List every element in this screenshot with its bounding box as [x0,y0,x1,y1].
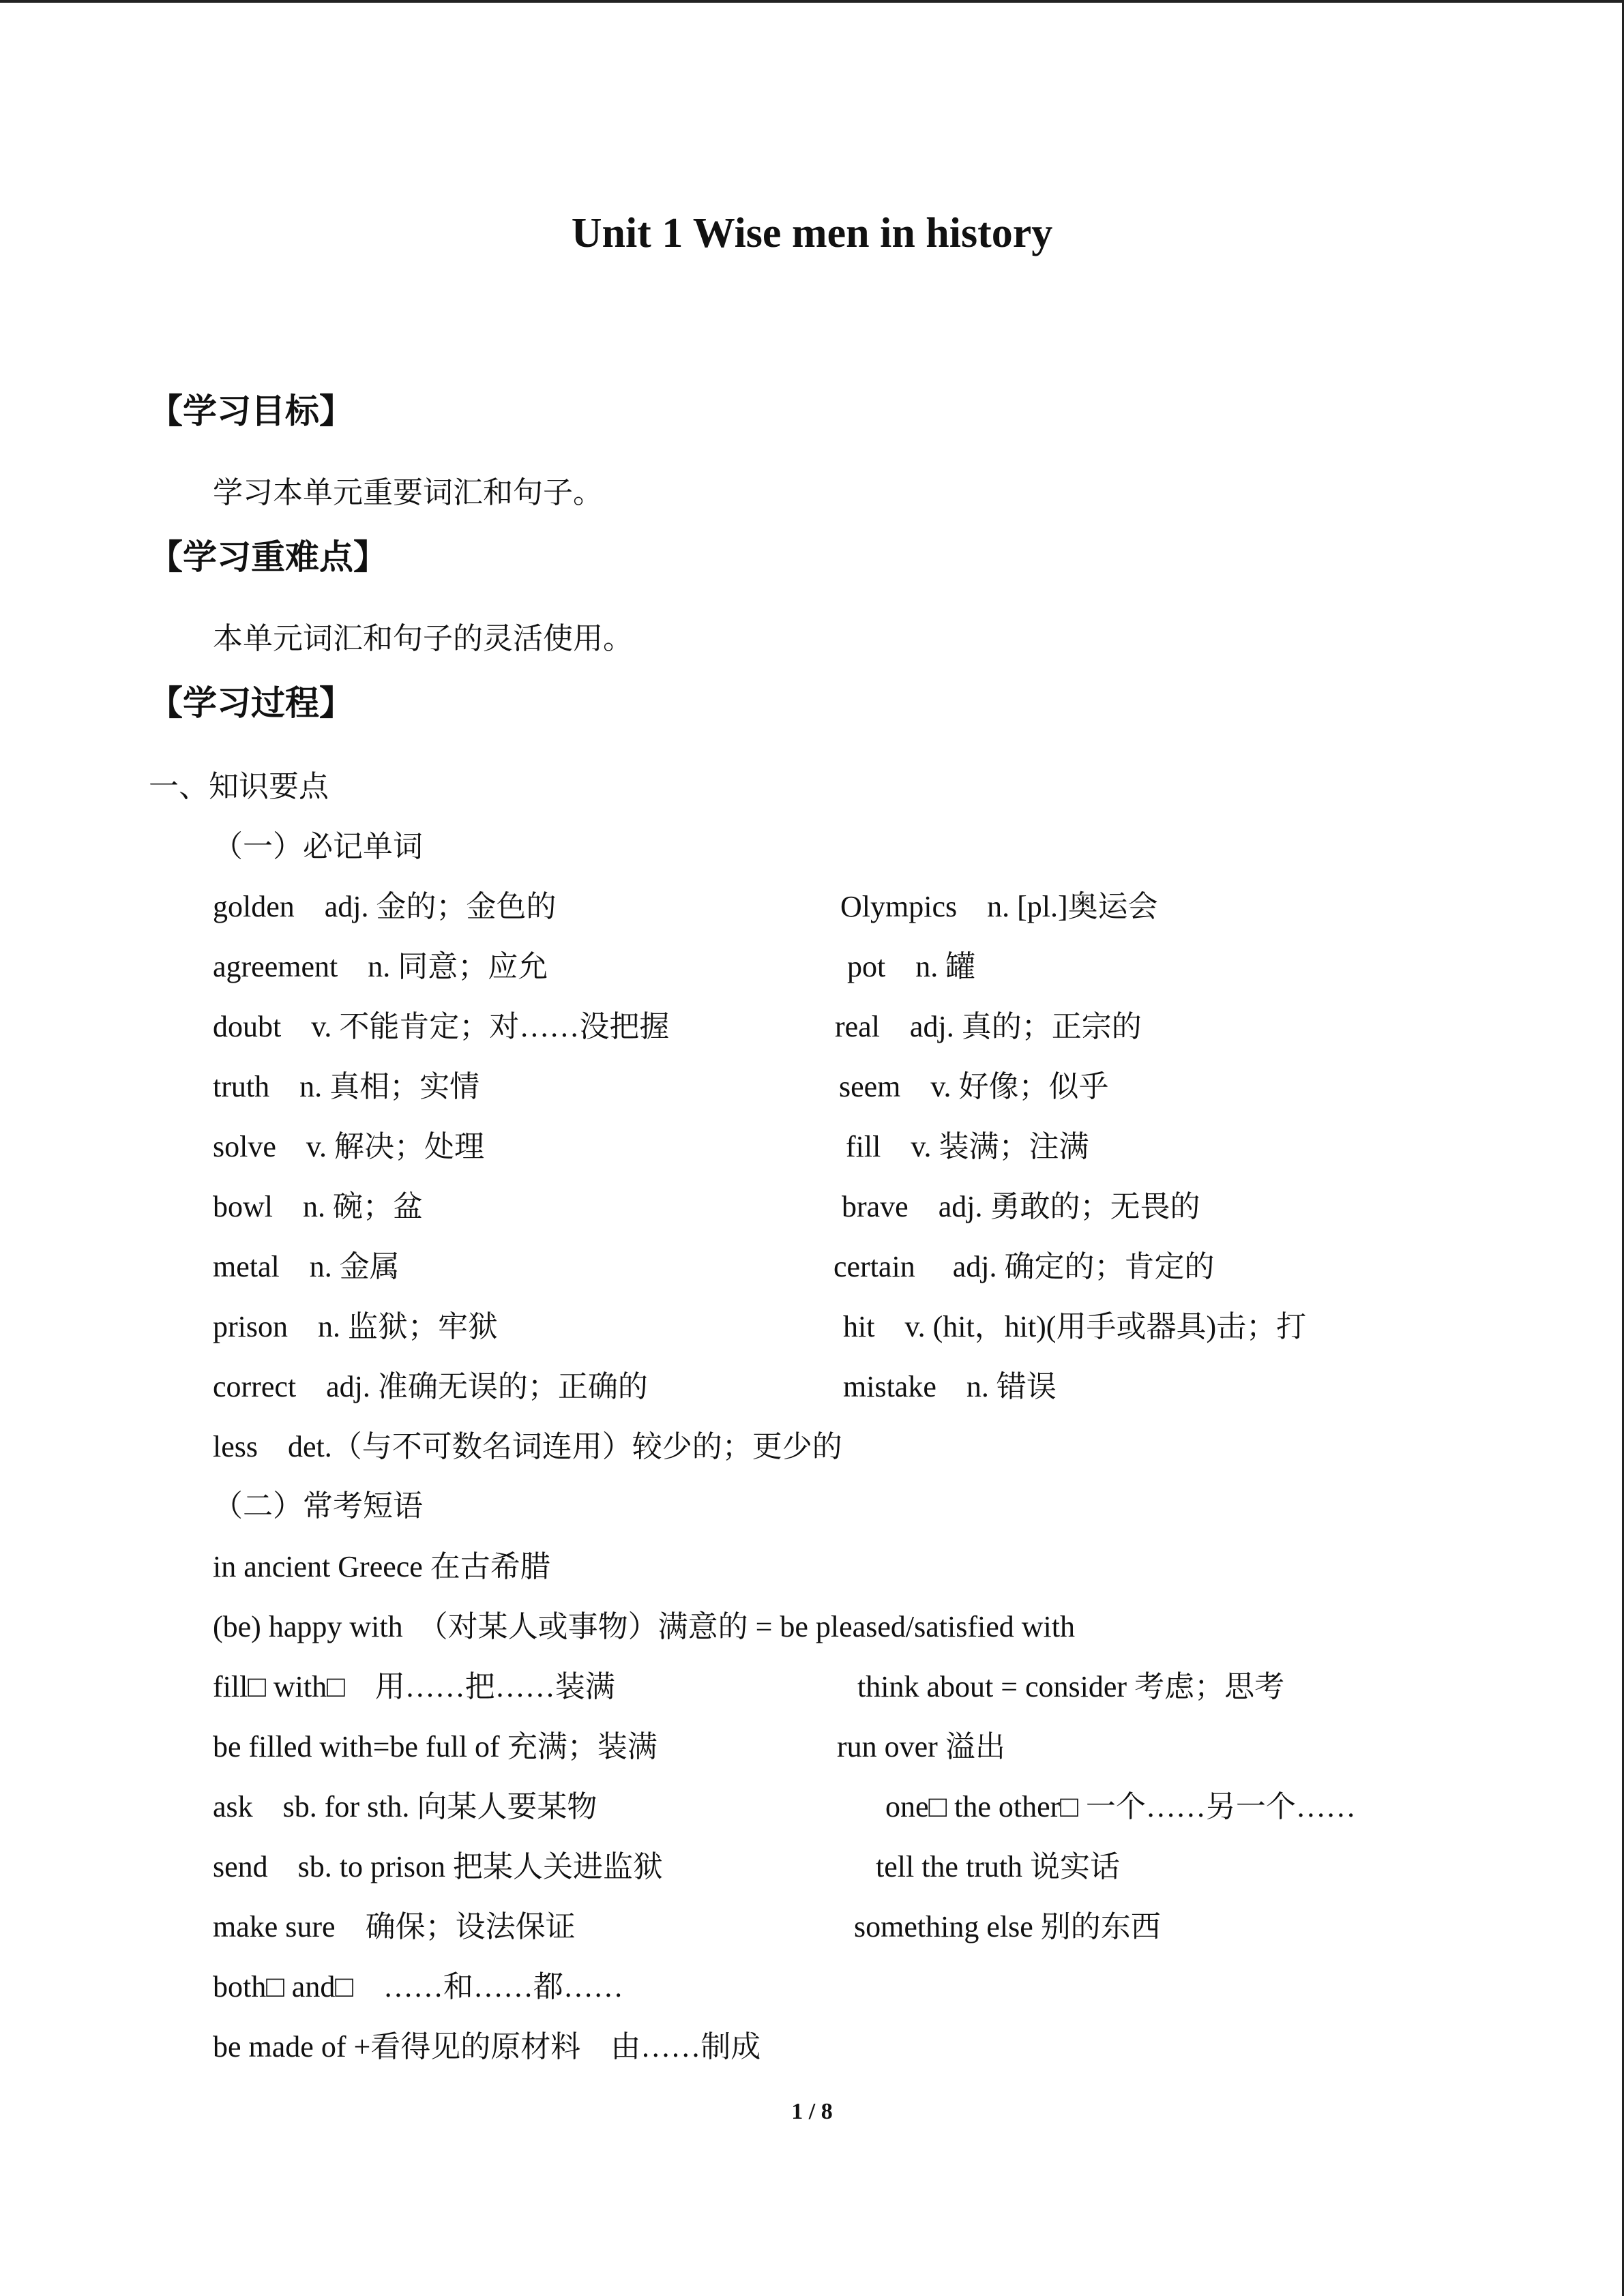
page-border-top [0,0,1624,3]
phrase-left: make sure 确保；设法保证 [213,1910,576,1943]
vocab-row [213,946,1509,987]
vocab-row [213,1007,1509,1047]
vocab-row [213,1067,1509,1107]
vocab-row [213,1307,1509,1347]
phrase-right: run over 溢出 [837,1730,1005,1763]
process-heading: 【学习过程】 [149,683,353,723]
phrase-row [213,2027,1509,2068]
vocab-left: agreement n. 同意；应允 [213,950,548,983]
vocab-right: brave adj. 勇敢的；无畏的 [842,1190,1200,1223]
phrase-left: both□ and□ ……和……都…… [213,1970,623,2003]
knowledge-heading: 一、知识要点 [149,769,329,804]
phrase-left: send sb. to prison 把某人关进监狱 [213,1850,663,1883]
vocab-row [213,1187,1509,1227]
vocab-row [213,1127,1509,1167]
focus-heading: 【学习重难点】 [149,537,387,577]
phrase-row [213,1607,1509,1648]
vocab-row [213,1367,1509,1407]
phrase-right: one□ the other□ 一个……另一个…… [885,1790,1356,1823]
page-title: Unit 1 Wise men in history [571,210,1053,256]
vocab-left: truth n. 真相；实情 [213,1070,480,1103]
vocab-right: real adj. 真的；正宗的 [835,1010,1142,1043]
vocab-heading: （一）必记单词 [213,829,423,864]
vocab-right: pot n. 罐 [847,950,976,983]
phrase-row [213,1547,1509,1587]
phrase-left: fill□ with□ 用……把……装满 [213,1670,615,1703]
vocab-right: certain adj. 确定的；肯定的 [833,1250,1215,1283]
vocab-right: seem v. 好像；似乎 [839,1070,1109,1103]
vocab-right: fill v. 装满；注满 [846,1130,1089,1163]
vocab-right: Olympics n. [pl.]奥运会 [840,890,1158,923]
phrase-row [213,1967,1509,2008]
vocab-row [213,1247,1509,1287]
phrase-row [213,1667,1509,1708]
phrase-row [213,1787,1509,1828]
phrase-left: (be) happy with （对某人或事物）满意的 = be pleased/satisfied with [213,1610,1075,1643]
page-number: 1 / 8 [791,2099,833,2124]
vocab-left: solve v. 解决；处理 [213,1130,485,1163]
phrase-left: be made of +看得见的原材料 由……制成 [213,2030,761,2063]
vocab-right: hit v. (hit，hit)(用手或器具)击；打 [843,1310,1307,1343]
vocab-left: correct adj. 准确无误的；正确的 [213,1370,648,1403]
vocab-left: metal n. 金属 [213,1250,400,1283]
vocab-left: prison n. 监狱；牢狱 [213,1310,498,1343]
phrase-row [213,1727,1509,1768]
vocab-left: golden adj. 金的；金色的 [213,890,557,923]
goal-heading: 【学习目标】 [149,391,353,431]
phrases-heading: （二）常考短语 [213,1489,423,1523]
goal-text: 学习本单元重要词汇和句子。 [213,475,603,510]
phrase-row [213,1847,1509,1888]
phrase-right: something else 别的东西 [854,1910,1161,1943]
phrase-row [213,1907,1509,1948]
vocab-right: mistake n. 错误 [843,1370,1057,1403]
vocab-left: bowl n. 碗；盆 [213,1190,423,1223]
focus-text: 本单元词汇和句子的灵活使用。 [213,621,633,656]
vocab-last: less det.（与不可数名词连用）较少的；更少的 [213,1430,842,1463]
phrase-left: in ancient Greece 在古希腊 [213,1550,550,1583]
phrase-left: ask sb. for sth. 向某人要某物 [213,1790,597,1823]
vocab-row [213,886,1509,927]
vocab-left: doubt v. 不能肯定；对……没把握 [213,1010,670,1043]
phrase-right: think about = consider 考虑；思考 [857,1670,1285,1703]
phrase-right: tell the truth 说实话 [876,1850,1121,1883]
vocab-row [213,1427,1509,1467]
phrase-left: be filled with=be full of 充满；装满 [213,1730,658,1763]
